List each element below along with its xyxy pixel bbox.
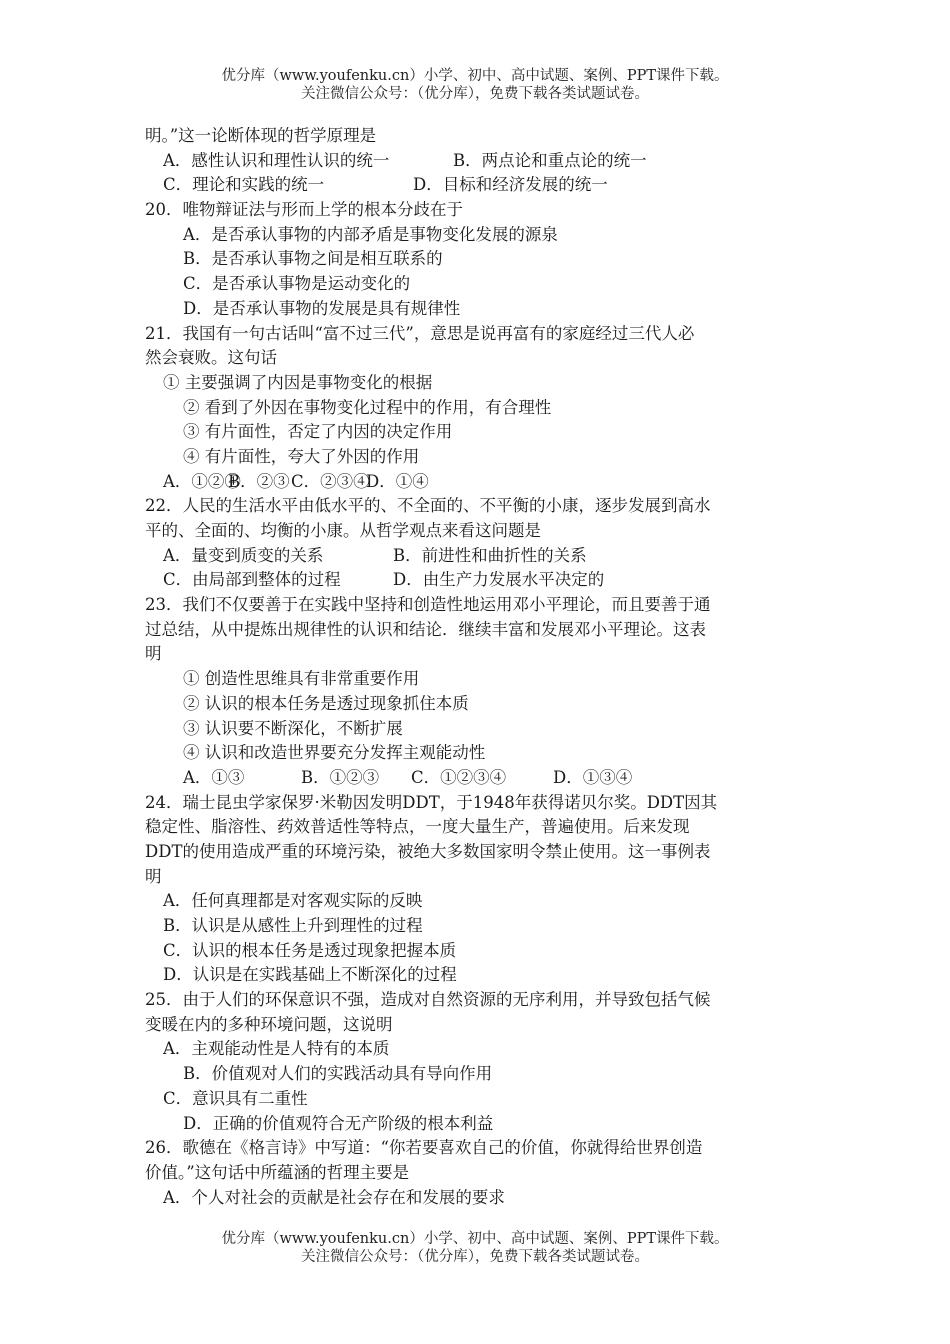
page-footer: [0, 1230, 950, 1266]
q25-option-b: B．价值观对人们的实践活动具有导向作用: [183, 1064, 493, 1084]
q19-options-row-2: [145, 173, 815, 198]
q22-option-a: A．量变到质变的关系: [163, 545, 324, 565]
q22-stem-line-2: 平的、全面的、均衡的小康。从哲学观点来看这问题是: [145, 521, 541, 540]
q23-statement-4: ④ 认识和改造世界要充分发挥主观能动性: [183, 743, 486, 763]
q24-option-d: D．认识是在实践基础上不断深化的过程: [163, 965, 457, 985]
q23-option-a: A．①③: [183, 767, 245, 787]
q23-options-row: [145, 766, 815, 791]
q25-stem-line-1: 25．由于人们的环保意识不强，造成对自然资源的无序利用，并导致包括气候: [145, 990, 711, 1010]
q24-stem-line-1: 24．瑞士昆虫学家保罗·米勒因发明DDT，于1948年获得诺贝尔奖。DDT因其: [145, 792, 718, 812]
q19-option-a: A．感性认识和理性认识的统一: [163, 150, 390, 170]
header-line-2: 关注微信公众号：（优分库），免费下载各类试题试卷。: [301, 86, 649, 102]
q25-option-a: A．主观能动性是人特有的本质: [163, 1039, 390, 1059]
q22-option-b: B．前进性和曲折性的关系: [393, 545, 587, 565]
q21-statement-4: ④ 有片面性，夸大了外因的作用: [183, 446, 420, 466]
q23-statement-1: ① 创造性思维具有非常重要作用: [183, 669, 420, 689]
exam-content: [145, 124, 815, 1210]
q21-option-d: D．①④: [366, 471, 429, 491]
q23-statement-2: ② 认识的根本任务是透过现象抓住本质: [183, 693, 469, 713]
q24-stem-line-4: 明: [145, 866, 162, 886]
q22-options-row-1: [145, 544, 815, 569]
q25-option-c: C．意识具有二重性: [163, 1088, 308, 1108]
q26-stem-line-1: 26．歌德在《格言诗》中写道：“你若要喜欢自己的价值，你就得给世界创造: [145, 1138, 703, 1158]
q23-option-c: C．①②③④: [411, 767, 507, 787]
q23-stem-line-1: 23．我们不仅要善于在实践中坚持和创造性地运用邓小平理论，而且要善于通: [145, 595, 711, 615]
page-header: [0, 67, 950, 103]
q19-options-row-1: [145, 149, 815, 174]
header-line-1: 优分库（www.youfenku.cn）小学、初中、高中试题、案例、PPT课件下载。: [221, 68, 729, 84]
q23-stem-line-3: 明: [145, 644, 162, 664]
q23-option-d: D．①③④: [553, 767, 633, 787]
q22-option-c: C．由局部到整体的过程: [163, 570, 341, 590]
q22-option-d: D．由生产力发展水平决定的: [393, 570, 605, 590]
q21-statement-3: ③ 有片面性，否定了内因的决定作用: [183, 422, 453, 442]
q26-stem-line-2: 价值。”这句话中所蕴涵的哲理主要是: [145, 1162, 410, 1182]
q21-option-b: B．②③: [228, 471, 290, 491]
q19-option-d: D．目标和经济发展的统一: [413, 175, 608, 195]
q21-statement-1: ① 主要强调了内因是事物变化的根据: [163, 372, 433, 392]
q22-options-row-2: [145, 568, 815, 593]
q20-option-c: C．是否承认事物是运动变化的: [183, 274, 411, 294]
q23-statement-3: ③ 认识要不断深化，不断扩展: [183, 718, 403, 738]
q24-stem-line-3: DDT的使用造成严重的环境污染，被绝大多数国家明令禁止使用。这一事例表: [145, 841, 711, 861]
q22-stem-line-1: 22．人民的生活水平由低水平的、不全面的、不平衡的小康，逐步发展到高水: [145, 496, 711, 516]
footer-line-1: 优分库（www.youfenku.cn）小学、初中、高中试题、案例、PPT课件下载。: [221, 1231, 729, 1247]
q24-option-b: B．认识是从感性上升到理性的过程: [163, 916, 423, 935]
q25-stem-line-2: 变暖在内的多种环境问题，这说明: [145, 1014, 393, 1034]
q20-stem: 20．唯物辩证法与形而上学的根本分歧在于: [145, 200, 463, 220]
q21-statement-2: ② 看到了外因在事物变化过程中的作用，有合理性: [183, 397, 552, 417]
q25-option-d: D．正确的价值观符合无产阶级的根本利益: [183, 1113, 494, 1133]
q24-stem-line-2: 稳定性、脂溶性、药效普适性等特点，一度大量生产，普遍使用。后来发现: [145, 817, 690, 837]
q19-option-c: C．理论和实践的统一: [163, 175, 325, 195]
q23-stem-line-2: 过总结，从中提炼出规律性的认识和结论．继续丰富和发展邓小平理论。这表: [145, 619, 706, 639]
q24-option-c: C．认识的根本任务是透过现象把握本质: [163, 940, 457, 960]
q21-stem-line-2: 然会衰败。这句话: [145, 348, 277, 368]
q20-option-b: B．是否承认事物之间是相互联系的: [183, 249, 443, 269]
footer-line-2: 关注微信公众号：（优分库），免费下载各类试题试卷。: [301, 1249, 649, 1265]
q26-option-a: A．个人对社会的贡献是社会存在和发展的要求: [163, 1187, 505, 1207]
q19-option-b: B．两点论和重点论的统一: [453, 150, 647, 170]
q20-option-a: A．是否承认事物的内部矛盾是事物变化发展的源泉: [183, 224, 558, 244]
q24-option-a: A．任何真理都是对客观实际的反映: [163, 891, 423, 911]
q21-option-c: C．②③④: [291, 471, 370, 491]
q23-option-b: B．①②③: [301, 767, 380, 787]
q19-stem-tail: 明。”这一论断体现的哲学原理是: [145, 126, 377, 145]
q20-option-d: D．是否承认事物的发展是具有规律性: [183, 298, 461, 318]
q21-stem-line-1: 21．我国有一句古话叫“富不过三代”，意思是说再富有的家庭经过三代人必: [145, 323, 695, 343]
q21-options-row: [145, 470, 815, 495]
q21-option-a: A．①②④: [163, 471, 241, 491]
